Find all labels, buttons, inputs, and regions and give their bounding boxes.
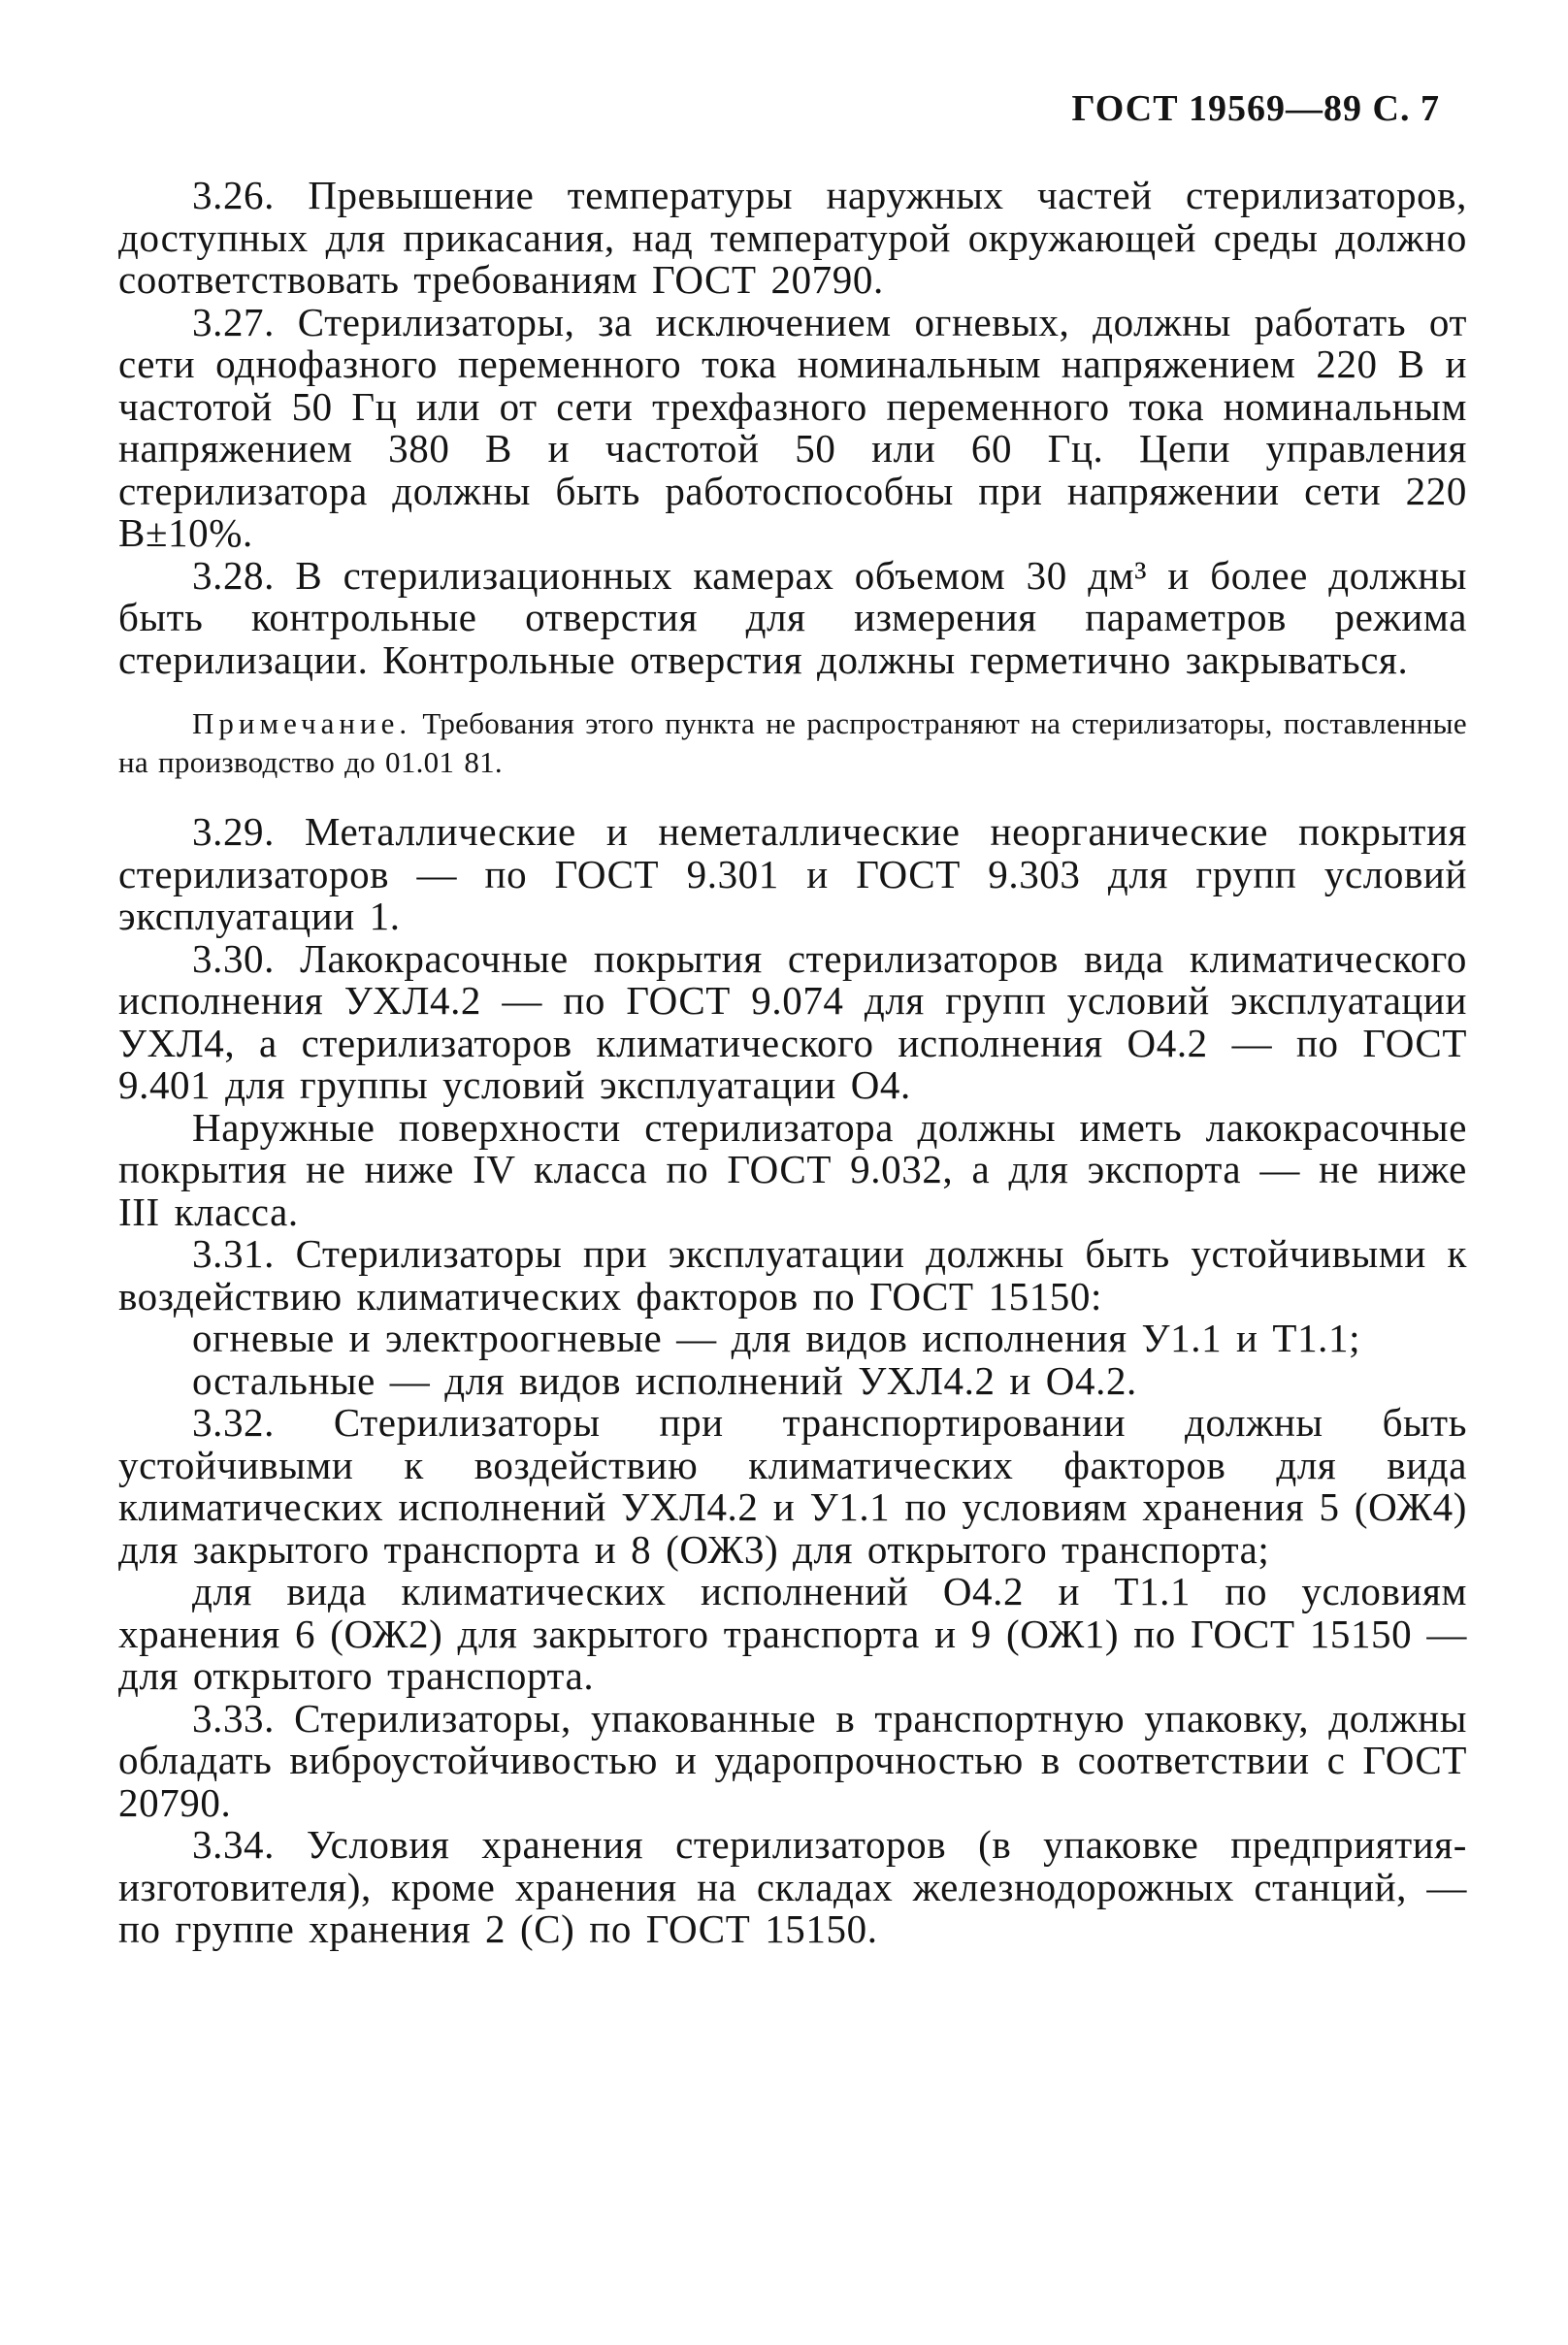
note-label: Примечание. <box>192 706 412 740</box>
paragraph-3-30: 3.30. Лакокрасочные покрытия стерилизаторов вида климатического исполнения УХЛ4.2 — по ГОСТ 9.074 для групп условий эксплуатации УХЛ4, а стерилизаторов климатического исполнения О4.2 — по ГОСТ 9.401 для группы условий эксплуатации О4. <box>118 935 1467 1107</box>
paragraph-3-29: 3.29. Металлические и неметаллические неорганические покрытия стерилизаторов — по ГОСТ 9.301 и ГОСТ 9.303 для групп условий эксплуатации 1. <box>118 809 1467 938</box>
paragraph-3-26: 3.26. Превышение температуры наружных частей стерилизаторов, доступных для прикасания, над температурой окружающей среды должно соответствовать требованиям ГОСТ 20790. <box>118 173 1467 302</box>
page-header: ГОСТ 19569—89 С. 7 <box>1071 88 1440 129</box>
paragraph-3-34: 3.34. Условия хранения стерилизаторов (в упаковке предприятия-изготовителя), кроме хранения на складах железнодорожных станций, — по группе хранения 2 (С) по ГОСТ 15150. <box>118 1822 1467 1951</box>
paragraph-3-31: 3.31. Стерилизаторы при эксплуатации должны быть устойчивыми к воздействию климатических факторов по ГОСТ 15150: <box>118 1231 1467 1319</box>
paragraph-3-30-exterior: Наружные поверхности стерилизатора должны иметь лакокрасочные покрытия не ниже IV класса по ГОСТ 9.032, а для экспорта — не ниже III класса. <box>118 1104 1467 1234</box>
paragraph-3-31-other: остальные — для видов исполнений УХЛ4.2 и О4.2. <box>192 1357 1137 1403</box>
document-body <box>118 175 1467 1951</box>
paragraph-3-28: 3.28. В стерилизационных камерах объемом 30 дм³ и более должны быть контрольные отверстия для измерения параметров режима стерилизации. Контрольные отверстия должны герметично закрываться. <box>118 552 1467 682</box>
document-page <box>118 78 1467 2270</box>
paragraph-3-32: 3.32. Стерилизаторы при транспортировании должны быть устойчивыми к воздействию климатических факторов для вида климатических исполнений УХЛ4.2 и У1.1 по условиям хранения 5 (ОЖ4) для закрытого транспорта и 8 (ОЖ3) для открытого транспорта; <box>118 1400 1467 1572</box>
note-text: Требования этого пункта не распространяют на стерилизаторы, поставленные на производство до 01.01 81. <box>118 706 1467 779</box>
paragraph-3-33: 3.33. Стерилизаторы, упакованные в транспортную упаковку, должны обладать виброустойчивостью и ударопрочностью в соответствии с ГОСТ 20790. <box>118 1695 1467 1825</box>
paragraph-3-32-b: для вида климатических исполнений О4.2 и Т1.1 по условиям хранения 6 (ОЖ2) для закрытого транспорта и 9 (ОЖ1) по ГОСТ 15150 — для открытого транспорта. <box>118 1569 1467 1698</box>
paragraph-3-27: 3.27. Стерилизаторы, за исключением огневых, должны работать от сети однофазного переменного тока номинальным напряжением 220 В и частотой 50 Гц или от сети трехфазного переменного тока номинальным напряжением 380 В и частотой 50 или 60 Гц. Цепи управления стерилизатора должны быть работоспособны при напряжении сети 220 В±10%. <box>118 299 1467 555</box>
note <box>118 704 1467 782</box>
paragraph-3-31-fire: огневые и электроогневые — для видов исполнения У1.1 и Т1.1; <box>192 1316 1361 1360</box>
